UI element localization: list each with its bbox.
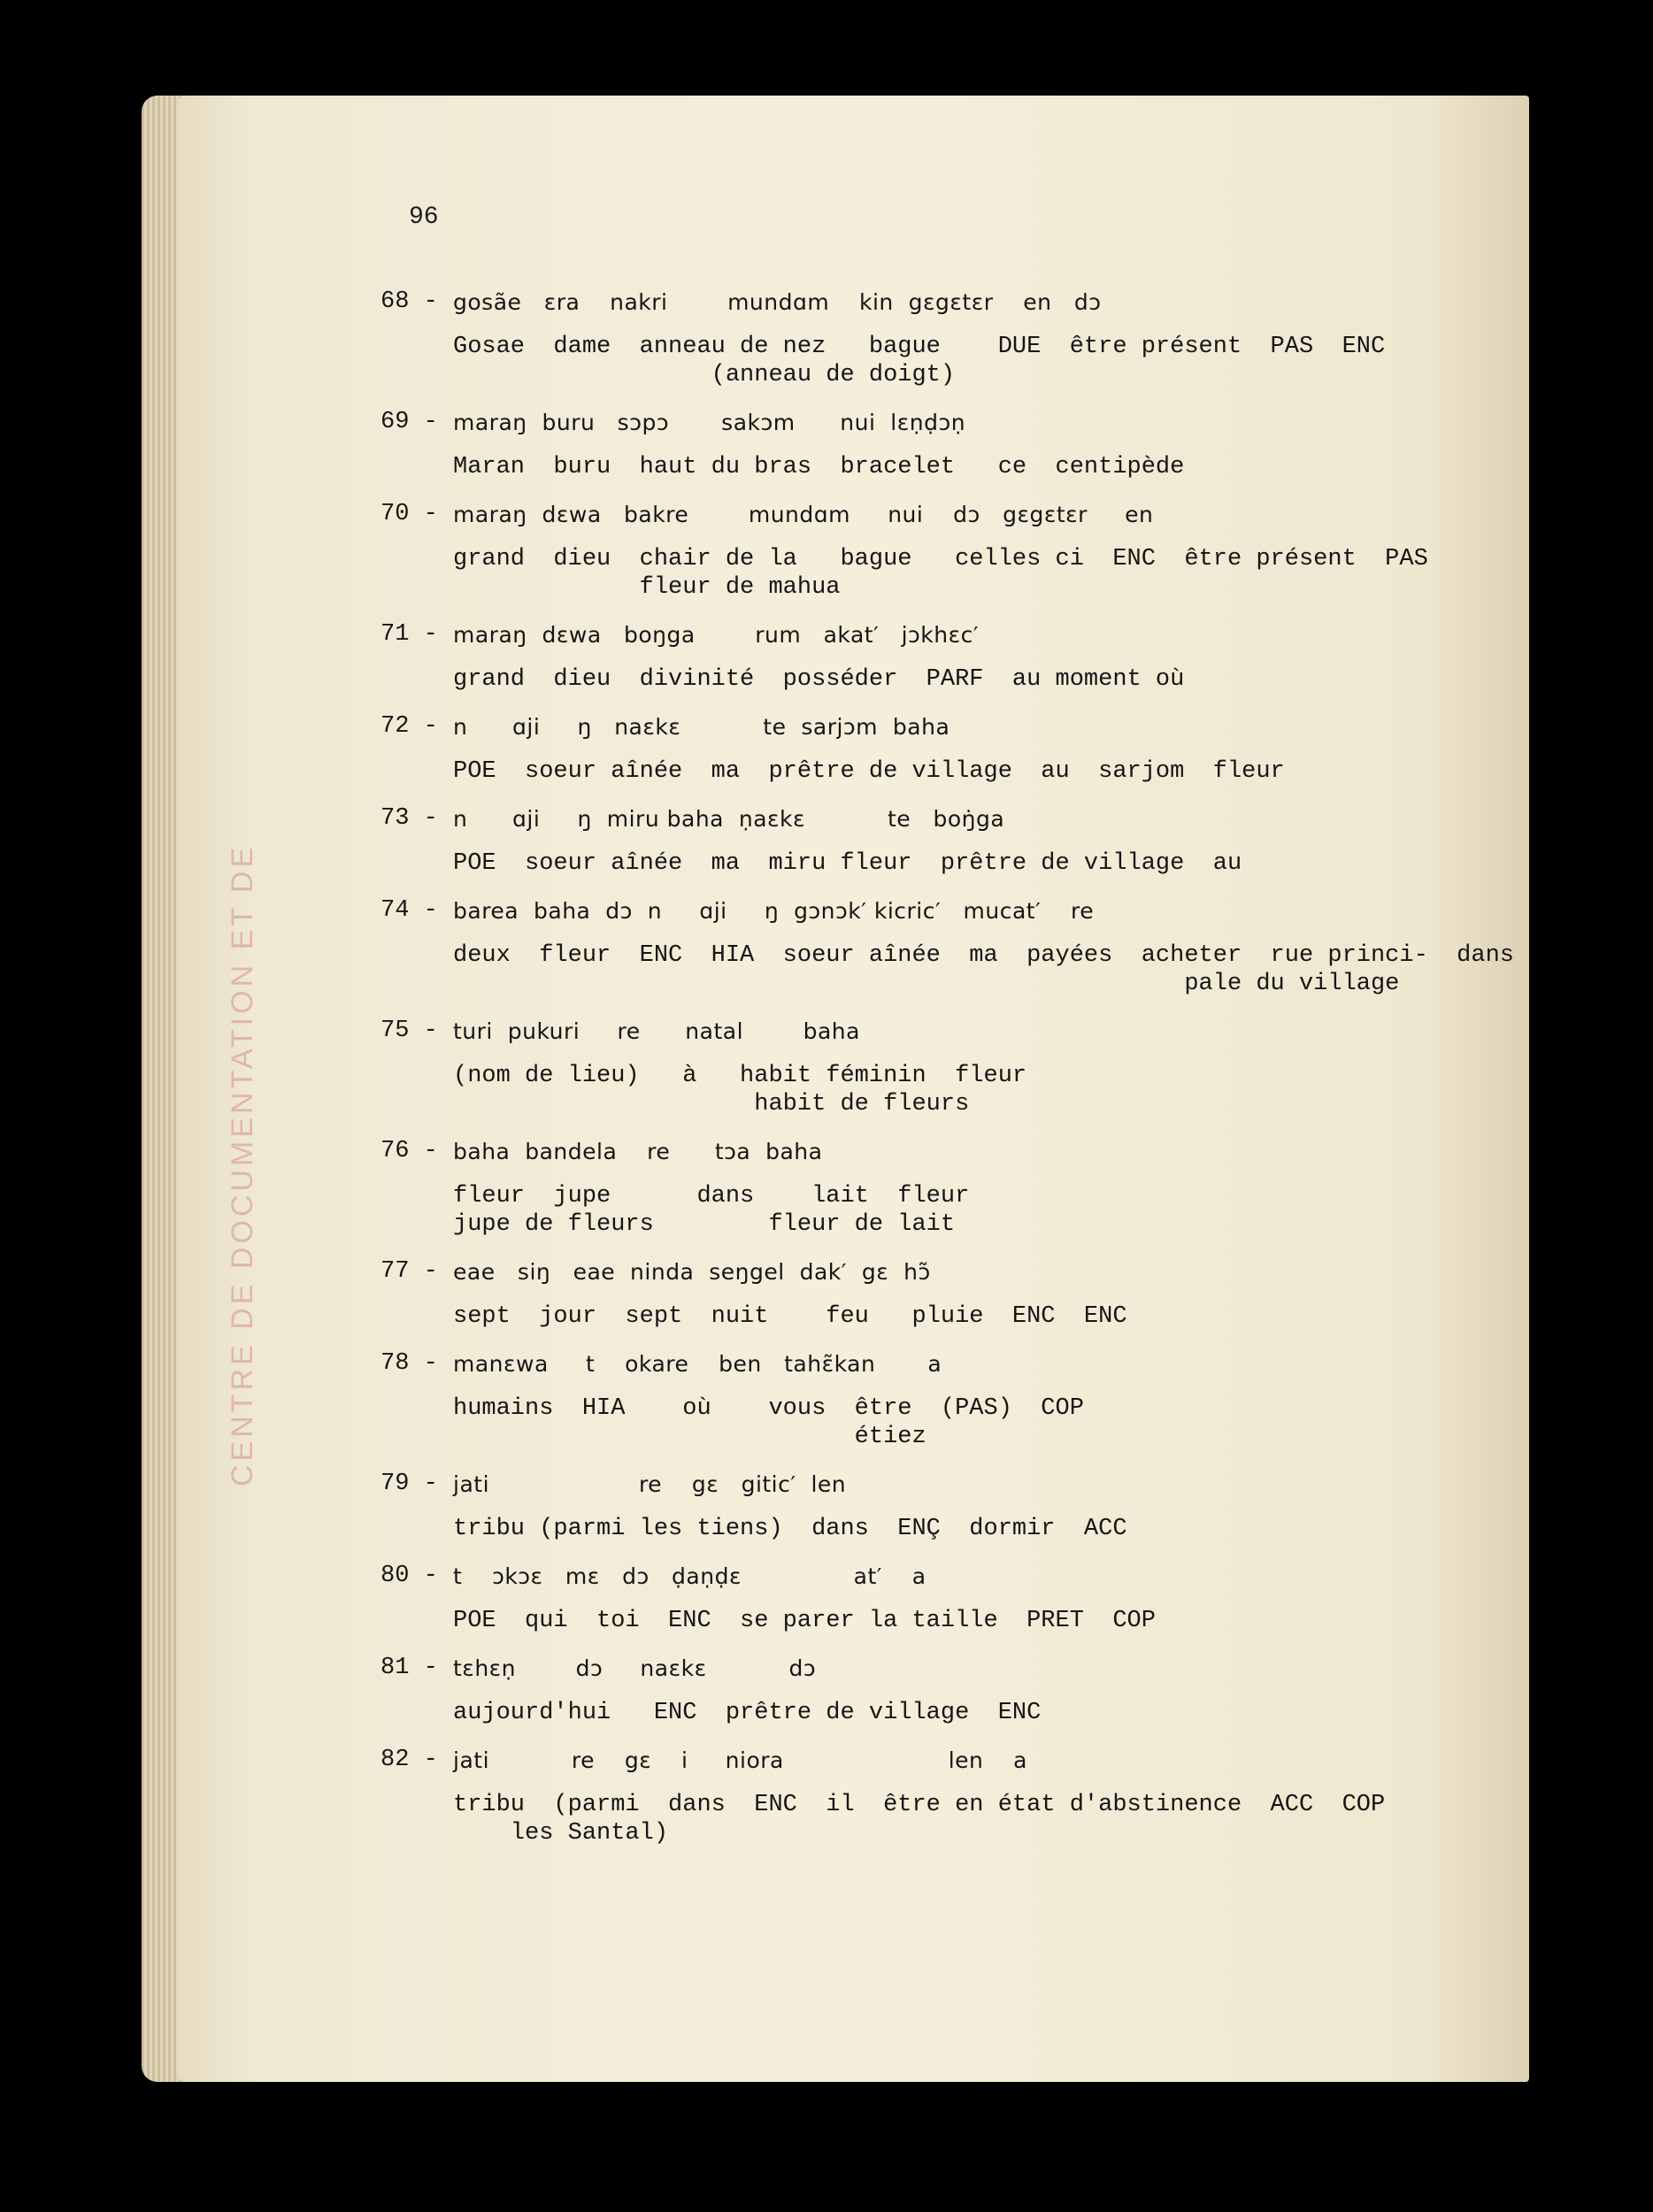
entry-number: 80 - [381,1563,438,1589]
santali-line: tɛhɛṇ dɔ naɛkɛ dɔ [453,1655,817,1681]
entry-number: 68 - [381,288,438,315]
santali-line: maraŋ dɛwa boŋga rum akat′ jɔkhɛc′ [453,622,980,648]
entry-number: 79 - [381,1471,438,1497]
entry-number: 78 - [381,1350,438,1377]
santali-line: baha bandela re tɔa baha [453,1139,823,1164]
gloss-line: fleur de mahua [453,574,841,601]
santali-line: n ɑji ŋ miru baha ṇaɛkɛ te boŋ̇ga [453,806,1005,832]
entry-number: 74 - [381,897,438,924]
gloss-line: deux fleur ENC HIA soeur aînée ma payées acheter rue princi- dans [453,942,1514,969]
gloss-line: pale du village [453,971,1400,997]
santali-line: eae siŋ eae ninda seŋgel dak′ gɛ hɔ̃ [453,1259,931,1285]
gloss-line: jupe de fleurs fleur de lait [453,1211,956,1238]
gloss-line: tribu (parmi dans ENC il être en état d'abstinence ACC COP [453,1792,1386,1818]
entry-number: 76 - [381,1138,438,1164]
gloss-line: les Santal) [453,1820,669,1847]
santali-line: t ɔkɔɛ mɛ dɔ ḍaṇḍɛ at′ a [453,1563,926,1589]
gloss-line: (nom de lieu) à habit féminin fleur [453,1063,1027,1089]
gloss-line: étiez [453,1424,926,1450]
entry-number: 82 - [381,1747,438,1773]
santali-line: barea baha dɔ n ɑji ŋ gɔnɔk′ kicric′ mucat′ re [453,898,1095,924]
santali-line: turi pukuri re natal baha [453,1018,860,1044]
gloss-line: aujourd'hui ENC prêtre de village ENC [453,1700,1042,1726]
gloss-line: (anneau de doigt) [453,362,956,388]
entry-number: 73 - [381,805,438,832]
santali-line: n ɑji ŋ naɛkɛ te sarjɔm baha [453,714,950,740]
santali-line: maraŋ dɛwa bakre mundɑm nui dɔ gɛgɛtɛr en [453,502,1154,527]
gloss-line: tribu (parmi les tiens) dans ENÇ dormir ACC [453,1516,1127,1542]
gloss-line: humains HIA où vous être (PAS) COP [453,1395,1084,1422]
gloss-line: sept jour sept nuit feu pluie ENC ENC [453,1303,1127,1330]
gloss-line: Gosae dame anneau de nez bague DUE être présent PAS ENC [453,334,1386,360]
santali-line: manɛwa t okare ben tahɛ̃kan a [453,1351,942,1377]
entry-number: 71 - [381,621,438,648]
entry-number: 81 - [381,1655,438,1681]
gloss-line: Maran buru haut du bras bracelet ce centipède [453,454,1185,480]
side-stamp: CENTRE DE DOCUMENTATION ET DE [226,843,259,1486]
entry-number: 70 - [381,501,438,527]
entry-number: 69 - [381,409,438,435]
santali-line: gosãe ɛra nakri mundɑm kin gɛgɛtɛr en dɔ [453,289,1102,315]
gloss-line: fleur jupe dans lait fleur [453,1183,970,1210]
gloss-line: grand dieu divinité posséder PARF au moment où [453,666,1185,693]
entry-number: 75 - [381,1018,438,1044]
page-number: 96 [409,204,439,231]
santali-line: maraŋ buru sɔpɔ sakɔm nui lɛṇḍɔṇ [453,410,966,435]
gloss-line: POE qui toi ENC se parer la taille PRET COP [453,1608,1156,1634]
santali-line: jati re gɛ i niora len a [453,1747,1027,1773]
gloss-line: POE soeur aînée ma miru fleur prêtre de village au [453,850,1242,877]
gloss-line: habit de fleurs [453,1091,970,1118]
santali-line: jati re gɛ gitic′ len [453,1471,847,1497]
entry-number: 77 - [381,1258,438,1285]
entry-number: 72 - [381,713,438,740]
gloss-line: POE soeur aînée ma prêtre de village au sarjom fleur [453,758,1285,785]
gloss-line: grand dieu chair de la bague celles ci ENC être présent PAS [453,546,1428,572]
